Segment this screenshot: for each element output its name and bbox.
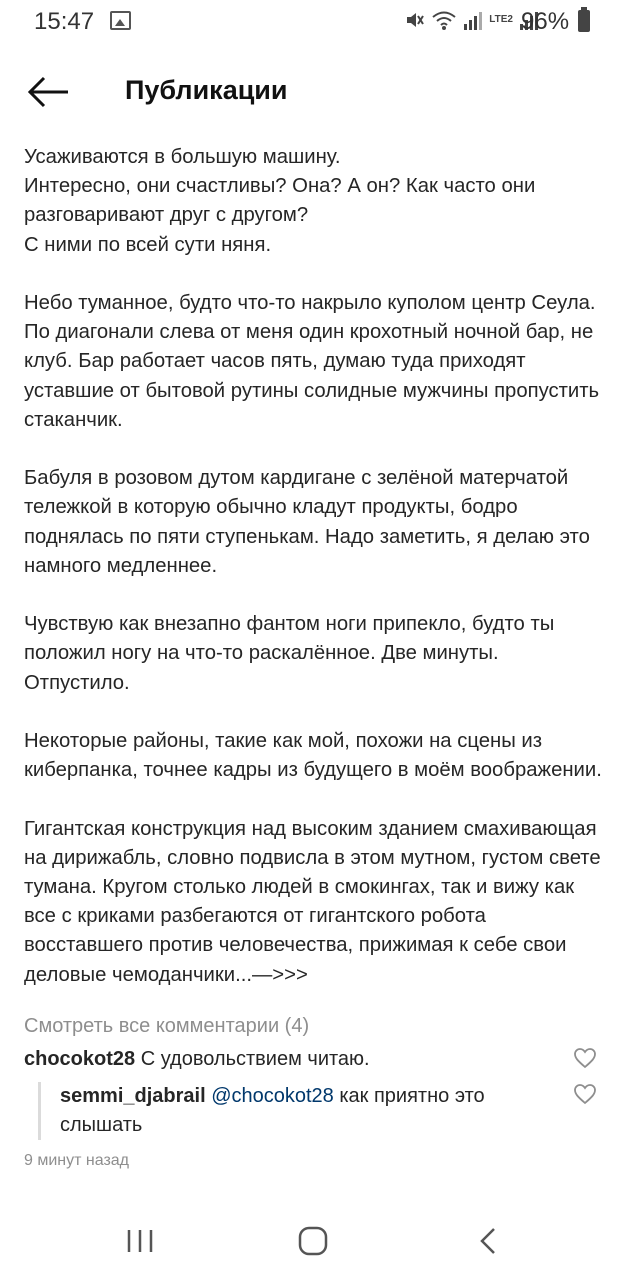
heart-icon[interactable]: [573, 1083, 597, 1105]
post-paragraph: Усаживаются в большую машину. Интересно, они счастливы? Она? А он? Как часто они разговаривают друг с другом? С ними по всей сути няня.: [24, 146, 536, 256]
back-button[interactable]: [26, 72, 72, 112]
status-bar: [0, 0, 623, 44]
reply-mention[interactable]: @chocokot28: [211, 1085, 334, 1107]
reply-thread-line: [38, 1082, 41, 1140]
recent-apps-icon[interactable]: [126, 1228, 154, 1254]
comment: [24, 1045, 564, 1073]
app-header: [0, 64, 623, 120]
status-time: 15:47: [34, 8, 95, 35]
signal-icon: [463, 9, 483, 31]
comment-text: С удовольствием читаю.: [135, 1048, 370, 1070]
battery-percent: 96%: [521, 8, 570, 35]
arrow-left-icon: [26, 72, 72, 112]
reply-username[interactable]: semmi_djabrail: [60, 1085, 206, 1107]
view-all-comments-link[interactable]: Смотреть все комментарии (4): [24, 1015, 310, 1037]
home-icon[interactable]: [298, 1226, 328, 1256]
nav-back-icon[interactable]: [476, 1226, 500, 1256]
gallery-icon: [110, 11, 131, 30]
post-timestamp: 9 минут назад: [24, 1152, 130, 1169]
page-title: Публикации: [125, 75, 288, 105]
post-paragraph: Некоторые районы, такие как мой, похожи на сцены из киберпанка, точнее кадры из будущего в моём воображении.: [24, 730, 602, 782]
system-nav-bar: [0, 1210, 623, 1280]
volte-icon: LTE2: [489, 14, 513, 25]
post-caption: [24, 143, 604, 990]
post-paragraph: Бабуля в розовом дутом кардигане с зелёной матерчатой тележкой в которую обычно кладут продукты, бодро поднялась по пяти ступенькам. Надо заметить, я делаю это намного медленнее.: [24, 467, 590, 577]
status-icons: [403, 9, 539, 31]
battery-icon: [578, 10, 590, 32]
mute-icon: [403, 9, 425, 31]
post-paragraph: Чувствую как внезапно фантом ноги припекло, будто ты положил ногу на что-то раскалённое. Две минуты. Отпустило.: [24, 613, 555, 694]
comment-username[interactable]: chocokot28: [24, 1048, 136, 1070]
post-paragraph: Небо туманное, будто что-то накрыло куполом центр Сеула. По диагонали слева от меня один крохотный ночной бар, не клуб. Бар работает часов пять, думаю туда приходят уставшие от бытовой рутины солидные мужчины пропустить стаканчик.: [24, 292, 600, 431]
post-paragraph: Гигантская конструкция над высоким зданием смахивающая на дирижабль, словно подвисла в этом мутном, густом свете тумана. Кругом столько людей в смокингах, так и вижу как все с криками разбегаются от гигантского робота восставшего против человечества, прижимая к себе свои деловые чемоданчики...—>>>: [24, 817, 601, 986]
heart-icon[interactable]: [573, 1047, 597, 1069]
reply-comment: [60, 1082, 560, 1140]
wifi-icon: [431, 9, 457, 31]
reply-text: как приятно это слышать: [60, 1085, 485, 1136]
